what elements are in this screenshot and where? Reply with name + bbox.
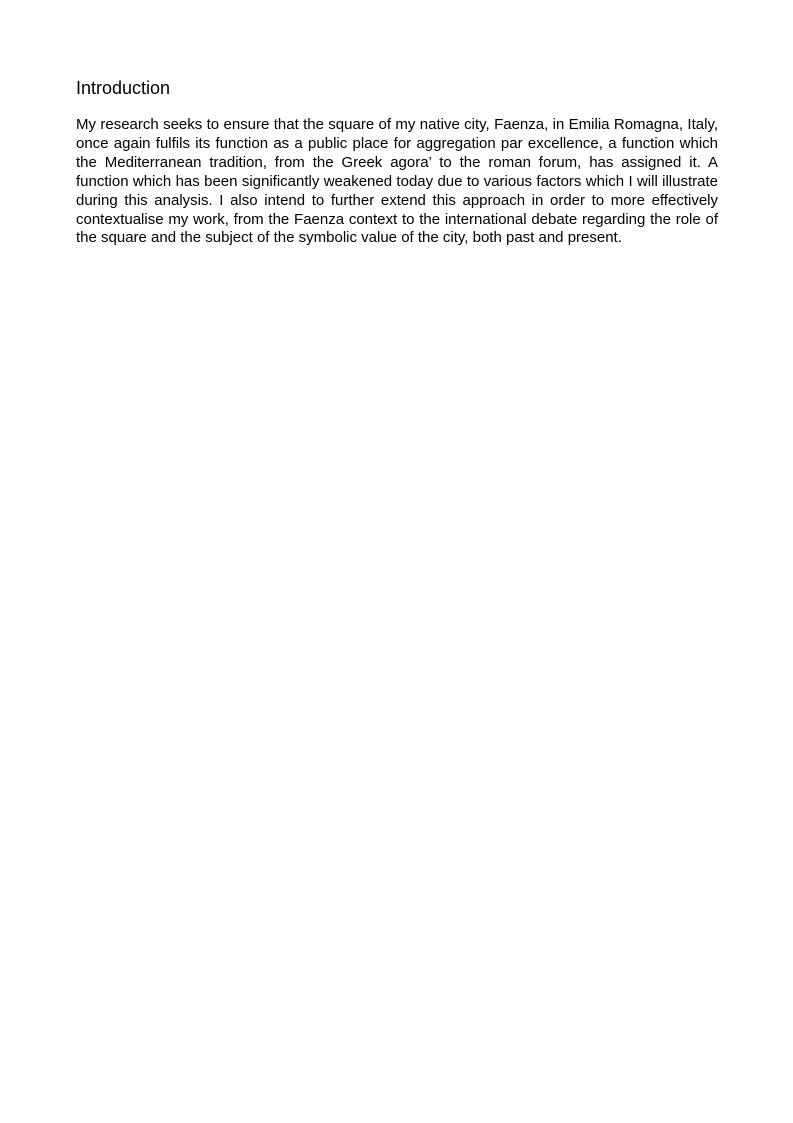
introduction-paragraph: My research seeks to ensure that the square of my native city, Faenza, in Emilia Romagna, Italy, once again fulfils its function as a public place for aggregation par excellence, a function which the Mediterranean tradition, from the Greek agora’ to the roman forum, has assigned it. A function which has been significantly weakened today due to various factors which I will illustrate during this analysis. I also intend to further extend this approach in order to more effectively contextualise my work, from the Faenza context to the international debate regarding the role of the square and the subject of the symbolic value of the city, both past and present.: [76, 116, 718, 247]
section-heading: Introduction: [76, 78, 171, 98]
